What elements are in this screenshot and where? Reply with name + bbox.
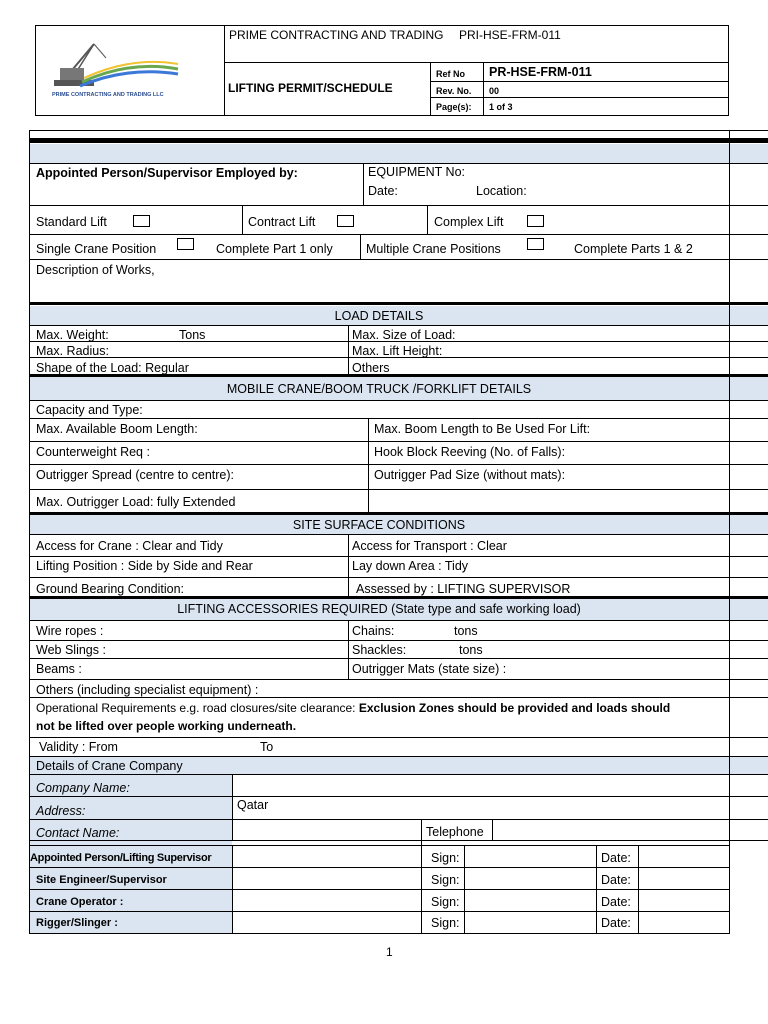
beams-label: Beams : — [36, 662, 82, 676]
capacity-label: Capacity and Type: — [36, 403, 143, 417]
date-sign-label: Date: — [601, 916, 631, 930]
sign-label: Sign: — [431, 873, 460, 887]
contact-name-label: Contact Name: — [36, 826, 120, 840]
single-crane-checkbox[interactable] — [177, 238, 194, 250]
address-value: Qatar — [237, 798, 269, 812]
telephone-label: Telephone — [426, 825, 484, 839]
validity-from-label: Validity : From — [39, 740, 118, 754]
equipment-no-label: EQUIPMENT No: — [368, 165, 466, 179]
company-logo — [50, 36, 190, 100]
operational-label: Operational Requirements e.g. road closures/site clearance: — [36, 701, 359, 715]
site-conditions-heading: SITE SURFACE CONDITIONS — [292, 518, 466, 532]
contract-lift-checkbox[interactable] — [337, 215, 354, 227]
multiple-crane-checkbox[interactable] — [527, 238, 544, 250]
max-height-label: Max. Lift Height: — [352, 344, 443, 358]
date-label: Date: — [368, 184, 398, 198]
pages-label: Page(s): — [436, 102, 472, 112]
accessories-heading: LIFTING ACCESSORIES REQUIRED (State type and safe working load) — [177, 602, 581, 616]
counterweight-label: Counterweight Req : — [36, 445, 150, 459]
operational-requirements — [36, 700, 670, 716]
date-sign-label: Date: — [601, 873, 631, 887]
outrigger-load-label: Max. Outrigger Load: fully Extended — [36, 495, 236, 509]
max-weight-label: Max. Weight: — [36, 328, 109, 342]
hook-block-label: Hook Block Reeving (No. of Falls): — [374, 445, 566, 459]
crane-company-heading: Details of Crane Company — [36, 759, 183, 773]
complex-lift-label: Complex Lift — [434, 215, 504, 229]
date-sign-label: Date: — [601, 895, 631, 909]
complete-part1-label: Complete Part 1 only — [216, 242, 333, 256]
sign-label: Sign: — [431, 916, 460, 930]
outrigger-mats-label: Outrigger Mats (state size) : — [352, 662, 507, 676]
validity-to-label: To — [260, 740, 274, 754]
page-number: 1 — [386, 945, 393, 959]
standard-lift-label: Standard Lift — [36, 215, 107, 229]
ground-bearing-label: Ground Bearing Condition: — [36, 582, 185, 596]
exclusion-zone-text-1: Exclusion Zones should be provided and loads should — [358, 701, 671, 715]
web-slings-label: Web Slings : — [36, 643, 106, 657]
chains-tons-label: tons — [454, 624, 478, 638]
outrigger-spread-label: Outrigger Spread (centre to centre): — [36, 468, 235, 482]
lay-down-label: Lay down Area : Tidy — [352, 559, 469, 573]
outrigger-pad-label: Outrigger Pad Size (without mats): — [374, 468, 566, 482]
form-title: LIFTING PERMIT/SCHEDULE — [228, 81, 393, 95]
chains-label: Chains: — [352, 624, 395, 638]
signature-role: Crane Operator : — [36, 896, 124, 908]
boom-used-label: Max. Boom Length to Be Used For Lift: — [374, 422, 591, 436]
address-label: Address: — [36, 804, 86, 818]
load-details-heading: LOAD DETAILS — [334, 309, 424, 323]
appointed-person-label: Appointed Person/Supervisor Employed by: — [36, 166, 298, 180]
signature-role: Rigger/Slinger : — [36, 917, 118, 929]
logo-text: PRIME CONTRACTING AND TRADING LLC — [52, 92, 164, 98]
shackles-tons-label: tons — [459, 643, 483, 657]
shackles-label: Shackles: — [352, 643, 407, 657]
company-name: PRIME CONTRACTING AND TRADING — [229, 28, 444, 42]
contract-lift-label: Contract Lift — [248, 215, 316, 229]
wire-ropes-label: Wire ropes : — [36, 624, 104, 638]
max-radius-label: Max. Radius: — [36, 344, 109, 358]
standard-lift-checkbox[interactable] — [133, 215, 150, 227]
description-label: Description of Works, — [36, 263, 155, 277]
lifting-position-label: Lifting Position : Side by Side and Rear — [36, 559, 253, 573]
pages-value: 1 of 3 — [489, 102, 513, 112]
max-size-label: Max. Size of Load: — [352, 328, 456, 342]
sign-label: Sign: — [431, 895, 460, 909]
signature-role: Appointed Person/Lifting Supervisor — [30, 852, 212, 864]
rev-no-value: 00 — [489, 86, 500, 96]
others-equipment-label: Others (including specialist equipment) : — [36, 683, 259, 697]
location-label: Location: — [476, 184, 527, 198]
access-crane-label: Access for Crane : Clear and Tidy — [36, 539, 223, 553]
document-code: PRI-HSE-FRM-011 — [459, 28, 561, 42]
access-transport-label: Access for Transport : Clear — [352, 539, 507, 553]
crane-details-heading: MOBILE CRANE/BOOM TRUCK /FORKLIFT DETAILS — [226, 382, 532, 396]
single-crane-label: Single Crane Position — [36, 242, 157, 256]
signature-role: Site Engineer/Supervisor — [36, 874, 167, 886]
shape-label: Shape of the Load: Regular — [36, 361, 189, 375]
ref-no-value: PR-HSE-FRM-011 — [489, 65, 592, 79]
tons-label: Tons — [179, 328, 206, 342]
exclusion-zone-text-2: not be lifted over people working underneath. — [36, 719, 297, 733]
complete-parts12-label: Complete Parts 1 & 2 — [574, 242, 693, 256]
others-load-label: Others — [352, 361, 390, 375]
multiple-crane-label: Multiple Crane Positions — [366, 242, 501, 256]
company-name-label: Company Name: — [36, 781, 130, 795]
date-sign-label: Date: — [601, 851, 631, 865]
boom-available-label: Max. Available Boom Length: — [36, 422, 198, 436]
complex-lift-checkbox[interactable] — [527, 215, 544, 227]
sign-label: Sign: — [431, 851, 460, 865]
ref-no-label: Ref No — [436, 69, 465, 79]
assessed-by-label: Assessed by : LIFTING SUPERVISOR — [356, 582, 571, 596]
rev-no-label: Rev. No. — [436, 86, 472, 96]
